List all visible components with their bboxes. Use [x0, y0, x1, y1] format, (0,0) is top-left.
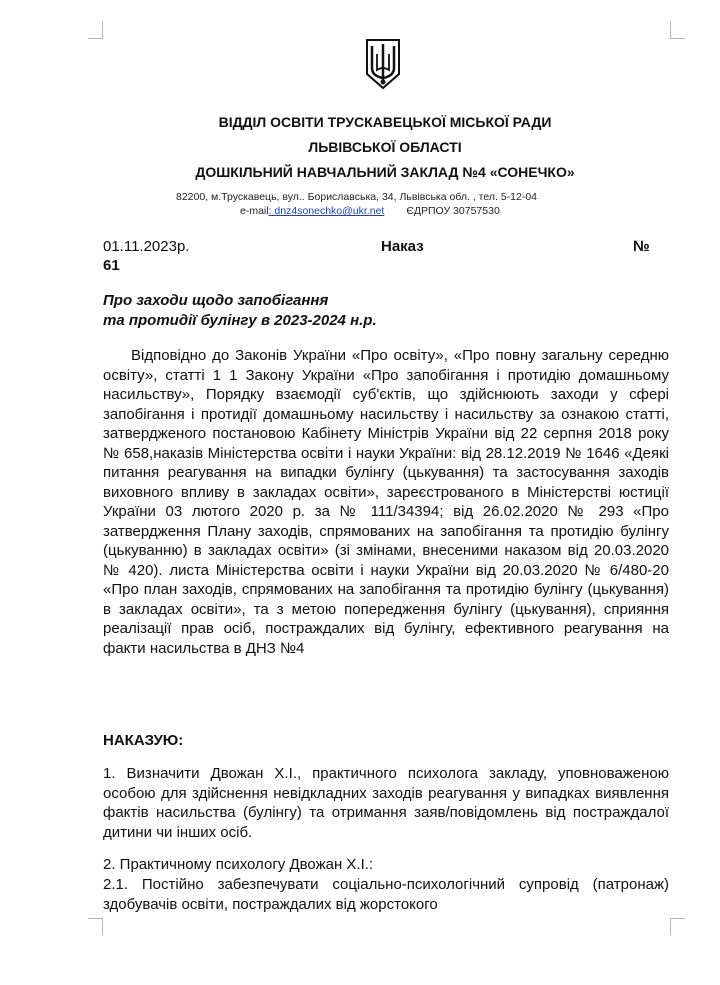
crop-mark-bottom-right — [670, 918, 685, 935]
order-heading: НАКАЗУЮ: — [103, 732, 184, 749]
order-number: 61 — [103, 257, 120, 274]
subject-line1: Про заходи щодо запобігання — [103, 292, 329, 309]
order-title: Наказ — [381, 238, 424, 255]
org-address: 82200, м.Трускавець, вул.. Бориславська, 34, Львівська обл. , тел. 5-12-04 — [176, 191, 538, 203]
org-name-line3: ДОШКІЛЬНИЙ НАВЧАЛЬНИЙ ЗАКЛАД №4 «СОНЕЧКО» — [195, 164, 575, 180]
subject-line2: та протидії булінгу в 2023-2024 н.р. — [103, 312, 377, 329]
org-name-line2: ЛЬВІВСЬКОЇ ОБЛАСТІ — [308, 139, 462, 155]
order-item-2-1: 2.1. Постійно забезпечувати соціально-психологічний супровід (патронаж) здобувачів освіти, постраждалих від жорстокого — [103, 876, 669, 913]
edrpou-code: ЄДРПОУ 30757530 — [406, 205, 500, 217]
order-number-sign: № — [633, 238, 650, 255]
crop-mark-bottom-left — [88, 918, 103, 935]
crop-mark-top-left — [88, 22, 103, 39]
crop-mark-top-right — [670, 22, 685, 39]
order-date: 01.11.2023р. — [103, 238, 190, 255]
org-name-line1: ВІДДІЛ ОСВІТИ ТРУСКАВЕЦЬКОЇ МІСЬКОЇ РАДИ — [218, 114, 552, 130]
order-item-2: 2. Практичному психологу Двожан Х.І.: — [103, 856, 374, 873]
org-contacts — [240, 205, 500, 217]
order-subject — [103, 291, 377, 331]
trident-emblem-icon — [365, 38, 401, 90]
email-link[interactable]: : dnz4sonechko@ukr.net — [268, 205, 385, 217]
order-item-1: 1. Визначити Двожан Х.І., практичного психолога закладу, уповноваженою особою для здійснення невідкладних заходів реагування у випадках виявлення фактів насильства (булінгу) та отримання заяв/повідомлень від постраждалої дитини чи інших осіб. — [103, 765, 669, 841]
email-label: e-mail — [240, 205, 269, 217]
preamble-paragraph: Відповідно до Законів України «Про освіту», «Про повну загальну середню освіту», статті 1 1 Закону України «Про запобігання і протидію домашньому насильству», Порядку взаємодії суб'єктів, що здійснюють заходи у сфері запобігання і протидії домашньому насильству і насильству за ознакою статті, затвердженого постановою Кабінету Міністрів України від 22 серпня 2018 року № 658,наказів Міністерства освіти і науки України: від 28.12.2019 № 1646 «Деякі питання реагування на випадки булінгу (цькування) та застосування заходів виховного впливу в закладах освіти», зареєстрованого в Міністерстві юстиції України 03 лютого 2020 р. за № 111/34394; від 26.02.2020 № 293 «Про затвердження Плану заходів, спрямованих на запобігання та протидію булінгу (цькуванню) в закладах освіти» (зі змінами, внесеними наказом від 20.03.2020 № 420). листа Міністерства освіти і науки України від 20.03.2020 № 6/480-20 «Про план заходів, спрямованих на запобігання та протидію булінгу (цькування) в закладах освіти», та з метою попередження булінгу (цькування), сприяння реалізації прав осіб, постраждалих від булінгу, ефективного реагування на факти насильства в ДНЗ №4 — [103, 347, 669, 657]
